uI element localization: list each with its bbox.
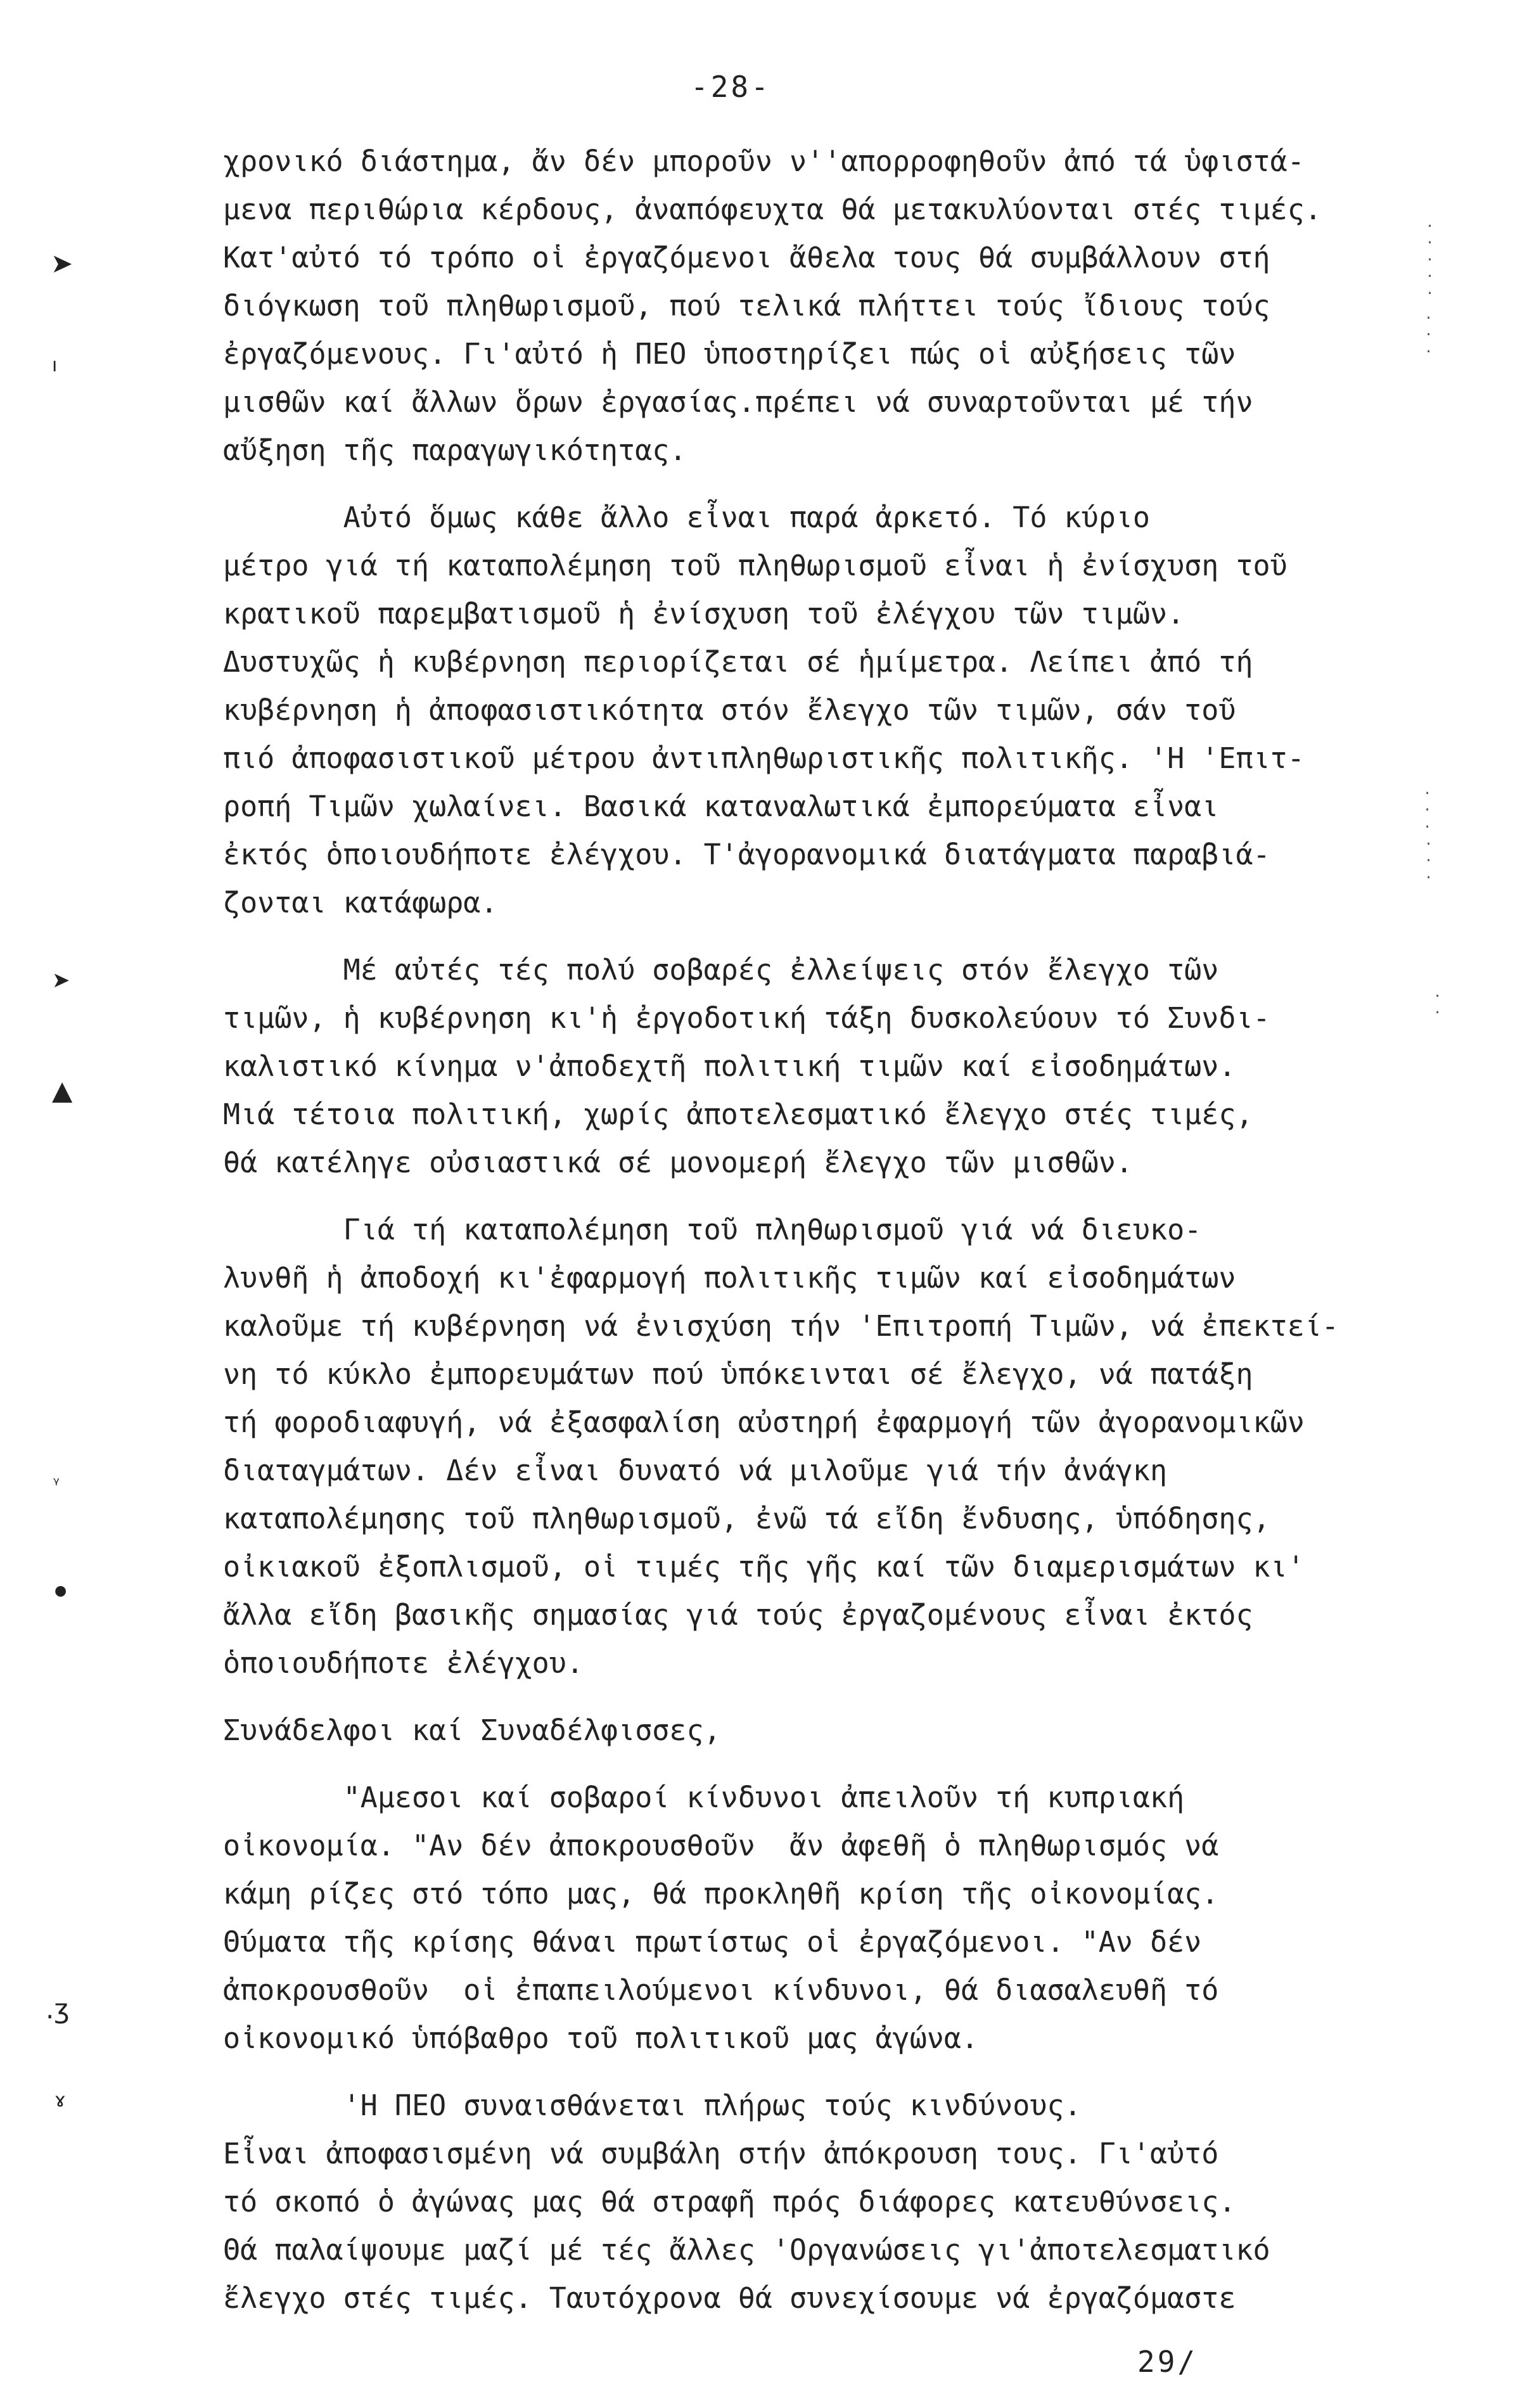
margin-arrow-mark: ▲	[52, 1075, 73, 1106]
paragraph-1-line: Κατ'αὐτό τό τρόπο οἱ ἐργαζόμενοι ἄθελα τους θά συμβάλλουν στή	[223, 241, 1270, 274]
right-margin-dots: · · ·	[1424, 311, 1433, 360]
paragraph-3-line: Μιά τέτοια πολιτική, χωρίς ἀποτελεσματικό ἔλεγχο στές τιμές,	[223, 1098, 1253, 1131]
paragraph-1-line: μενα περιθώρια κέρδους, ἀναπόφευχτα θά μετακυλύονται στές τιμές.	[223, 193, 1322, 226]
paragraph-2-line: Αὐτό ὅμως κάθε ἄλλο εἶναι παρά ἀρκετό. Τό κύριο	[223, 501, 1150, 534]
paragraph-4-line: λυνθῆ ἡ ἀποδοχή κι'ἐφαρμογή πολιτικῆς τιμῶν καί εἰσοδημάτων	[223, 1261, 1236, 1295]
paragraph-6-line: Θά παλαίψουμε μαζί μέ τές ἄλλες 'Οργανώσεις γι'ἀποτελεσματικό	[223, 2233, 1270, 2267]
paragraph-6-line: Εἶναι ἀποφασισμένη νά συμβάλη στήν ἀπόκρουση τους. Γι'αὐτό	[223, 2137, 1219, 2170]
paragraph-3-line: θά κατέληγε οὐσιαστικά σέ μονομερή ἔλεγχο τῶν μισθῶν.	[223, 1146, 1133, 1179]
right-margin-dots: · · ·	[1424, 836, 1433, 886]
paragraph-5-line: οἰκονομία. "Αν δέν ἀποκρουσθοῦν ἄν ἀφεθῆ ὁ πληθωρισμός νά	[223, 1829, 1219, 1862]
paragraph-5-line: κάμη ρίζες στό τόπο μας, θά προκληθῆ κρίση τῆς οἰκονομίας.	[223, 1877, 1219, 1911]
paragraph-3-line: καλιστικό κίνημα ν'ἀποδεχτῆ πολιτική τιμῶν καί εἰσοδημάτων.	[223, 1049, 1236, 1083]
paragraph-2-line: ζονται κατάφωρα.	[223, 886, 498, 919]
margin-arrow-mark: ➤	[51, 248, 73, 279]
paragraph-1-line: αὔξηση τῆς παραγωγικότητας.	[223, 433, 687, 467]
paragraph-2-line: Δυστυχῶς ἡ κυβέρνηση περιορίζεται σέ ἡμίμετρα. Λείπει ἀπό τή	[223, 645, 1253, 679]
margin-tick-mark: ɤ	[54, 2089, 66, 2111]
paragraph-4-line: καταπολέμησης τοῦ πληθωρισμοῦ, ἐνῶ τά εἴδη ἔνδυσης, ὑπόδησης,	[223, 1502, 1270, 1535]
salutation-line: Συνάδελφοι καί Συναδέλφισσες,	[223, 1713, 721, 1747]
paragraph-6-line: ἔλεγχο στές τιμές. Ταυτόχρονα θά συνεχίσουμε νά ἐργαζόμαστε	[223, 2281, 1236, 2315]
margin-tick-mark: ᵧ	[53, 1469, 60, 1488]
paragraph-4-line: νη τό κύκλο ἐμπορευμάτων πού ὑπόκεινται σέ ἔλεγχο, νά πατάξη	[223, 1357, 1253, 1391]
margin-bracket-mark: .ʒ	[46, 1994, 70, 2025]
paragraph-3-line: τιμῶν, ἡ κυβέρνηση κι'ἡ ἐργοδοτική τάξη δυσκολεύουν τό Συνδι-	[223, 1001, 1270, 1035]
paragraph-6-line: τό σκοπό ὁ ἀγώνας μας θά στραφῆ πρός διάφορες κατευθύνσεις.	[223, 2185, 1236, 2219]
paragraph-2-line: κυβέρνηση ἡ ἀποφασιστικότητα στόν ἔλεγχο τῶν τιμῶν, σάν τοῦ	[223, 693, 1236, 727]
paragraph-1-line: μισθῶν καί ἄλλων ὅρων ἐργασίας.πρέπει νά συναρτοῦνται μέ τήν	[223, 385, 1253, 419]
paragraph-4-line: καλοῦμε τή κυβέρνηση νά ἐνισχύση τήν 'Επιτροπή Τιμῶν, νά ἐπεκτεί-	[223, 1309, 1339, 1343]
paragraph-4-line: τή φοροδιαφυγή, νά ἐξασφαλίση αὐστηρή ἐφαρμογή τῶν ἀγορανομικῶν	[223, 1406, 1305, 1439]
next-page-marker: 29/	[1137, 2345, 1198, 2379]
paragraph-5-line: Θύματα τῆς κρίσης θάναι πρωτίστως οἱ ἐργαζόμενοι. "Αν δέν	[223, 1925, 1202, 1959]
right-margin-dots: · · · · ·	[1426, 219, 1434, 302]
paragraph-3-line: Μέ αὐτές τές πολύ σοβαρές ἐλλείψεις στόν ἔλεγχο τῶν	[223, 953, 1219, 987]
right-margin-dots: · ·	[1433, 989, 1442, 1021]
paragraph-5-line: οἰκονομικό ὑπόβαθρο τοῦ πολιτικοῦ μας ἀγώνα.	[223, 2021, 979, 2055]
paragraph-1-line: χρονικό διάστημα, ἄν δέν μποροῦν ν''απορροφηθοῦν ἀπό τά ὑφιστά-	[223, 144, 1305, 178]
paragraph-2-line: μέτρο γιά τή καταπολέμηση τοῦ πληθωρισμοῦ εἶναι ἡ ἐνίσχυση τοῦ	[223, 549, 1287, 582]
paragraph-4-line: ἄλλα εἴδη βασικῆς σημασίας γιά τούς ἐργαζομένους εἶναι ἐκτός	[223, 1598, 1253, 1632]
paragraph-5-line: ἀποκρουσθοῦν οἱ ἐπαπειλούμενοι κίνδυνοι, θά διασαλευθῆ τό	[223, 1973, 1219, 2007]
paragraph-4-line: Γιά τή καταπολέμηση τοῦ πληθωρισμοῦ γιά νά διευκο-	[223, 1213, 1202, 1246]
paragraph-1-line: διόγκωση τοῦ πληθωρισμοῦ, πού τελικά πλήττει τούς ἴδιους τούς	[223, 289, 1270, 323]
paragraph-1-line: ἐργαζόμενους. Γι'αὐτό ἡ ΠΕΟ ὑποστηρίζει πώς οἱ αὐξήσεις τῶν	[223, 337, 1236, 371]
page-number: -28-	[691, 70, 771, 104]
paragraph-2-line: πιό ἀποφασιστικοῦ μέτρου ἀντιπληθωριστικῆς πολιτικῆς. 'Η 'Επιτ-	[223, 741, 1305, 775]
paragraph-2-line: κρατικοῦ παρεμβατισμοῦ ἡ ἐνίσχυση τοῦ ἐλέγχου τῶν τιμῶν.	[223, 597, 1185, 631]
paragraph-6-line: 'Η ΠΕΟ συναισθάνεται πλήρως τούς κινδύνους.	[223, 2089, 1082, 2122]
margin-dot-mark: ●	[54, 1583, 67, 1599]
paragraph-2-line: ροπή Τιμῶν χωλαίνει. Βασικά καταναλωτικά ἐμπορεύματα εἶναι	[223, 790, 1219, 823]
right-margin-dots: · · ·	[1423, 786, 1432, 835]
paragraph-2-line: ἐκτός ὁποιουδήποτε ἐλέγχου. Τ'ἀγορανομικά διατάγματα παραβιά-	[223, 838, 1270, 871]
paragraph-4-line: οἰκιακοῦ ἐξοπλισμοῦ, οἱ τιμές τῆς γῆς καί τῶν διαμερισμάτων κι'	[223, 1550, 1305, 1584]
paragraph-4-line: ὁποιουδήποτε ἐλέγχου.	[223, 1646, 584, 1680]
paragraph-5-line: "Αμεσοι καί σοβαροί κίνδυνοι ἀπειλοῦν τή κυπριακή	[223, 1781, 1185, 1814]
margin-tick-mark: ı	[52, 354, 58, 376]
margin-arrow-mark: ➤	[52, 968, 70, 993]
paragraph-4-line: διαταγμάτων. Δέν εἶναι δυνατό νά μιλοῦμε γιά τήν ἀνάγκη	[223, 1454, 1168, 1487]
